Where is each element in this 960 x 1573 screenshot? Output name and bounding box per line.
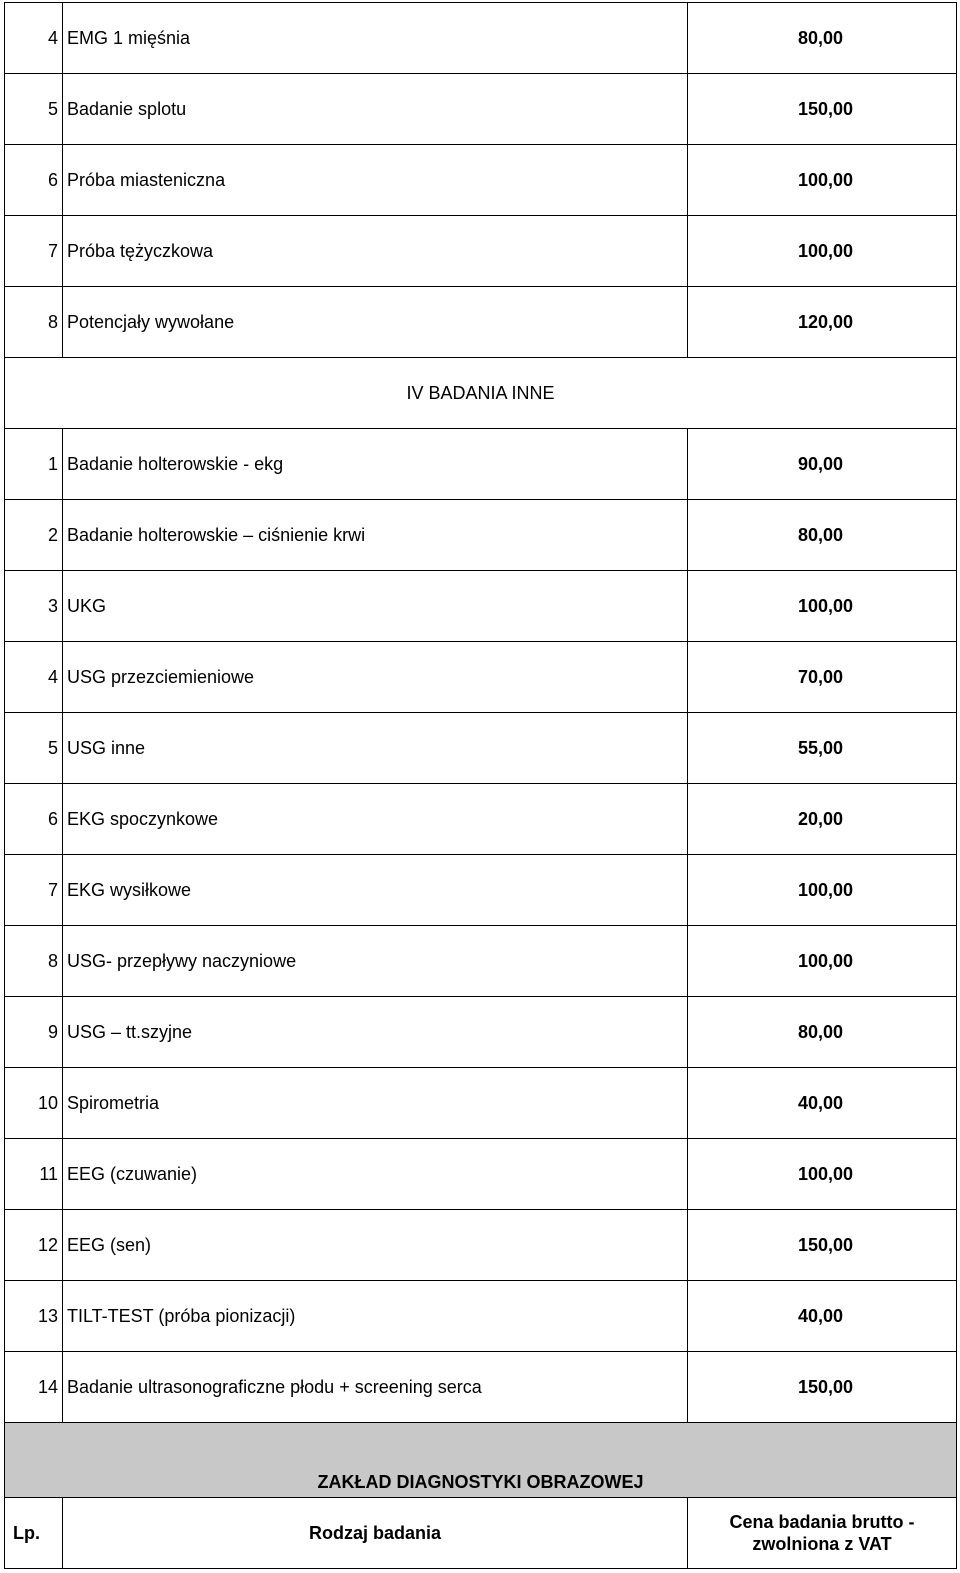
row-number: 5 (5, 74, 63, 145)
row-number: 9 (5, 997, 63, 1068)
exam-name: USG – tt.szyjne (63, 997, 688, 1068)
table-row (5, 1281, 957, 1352)
exam-price: 100,00 (688, 1139, 957, 1210)
price-table (4, 2, 957, 1569)
header-price-line1: Cena badania brutto - (729, 1512, 915, 1532)
table-row (5, 926, 957, 997)
exam-name: Spirometria (63, 1068, 688, 1139)
exam-price: 100,00 (688, 571, 957, 642)
table-row (5, 1139, 957, 1210)
exam-price: 40,00 (688, 1281, 957, 1352)
exam-name: USG- przepływy naczyniowe (63, 926, 688, 997)
table-row (5, 1068, 957, 1139)
exam-price: 150,00 (688, 1210, 957, 1281)
table-row (5, 429, 957, 500)
exam-name: Badanie holterowskie – ciśnienie krwi (63, 500, 688, 571)
header-price-line2: zwolniona z VAT (752, 1534, 892, 1554)
exam-name: USG przezciemieniowe (63, 642, 688, 713)
exam-price: 100,00 (688, 145, 957, 216)
exam-price: 80,00 (688, 500, 957, 571)
row-number: 3 (5, 571, 63, 642)
table-row (5, 855, 957, 926)
row-number: 11 (5, 1139, 63, 1210)
exam-price: 100,00 (688, 855, 957, 926)
exam-name: UKG (63, 571, 688, 642)
header-lp: Lp. (5, 1498, 63, 1569)
row-number: 13 (5, 1281, 63, 1352)
exam-name: EEG (sen) (63, 1210, 688, 1281)
price-table-body (5, 3, 957, 1569)
table-row (5, 216, 957, 287)
exam-name: Próba tężyczkowa (63, 216, 688, 287)
exam-name: EKG wysiłkowe (63, 855, 688, 926)
table-row (5, 1210, 957, 1281)
table-row (5, 74, 957, 145)
row-number: 12 (5, 1210, 63, 1281)
exam-price: 70,00 (688, 642, 957, 713)
row-number: 6 (5, 145, 63, 216)
exam-name: Badanie holterowskie - ekg (63, 429, 688, 500)
exam-price: 100,00 (688, 216, 957, 287)
table-row (5, 287, 957, 358)
table-row (5, 642, 957, 713)
exam-price: 40,00 (688, 1068, 957, 1139)
exam-name: EKG spoczynkowe (63, 784, 688, 855)
exam-price: 100,00 (688, 926, 957, 997)
header-price (688, 1498, 957, 1569)
header-exam-type: Rodzaj badania (63, 1498, 688, 1569)
exam-name: EEG (czuwanie) (63, 1139, 688, 1210)
header-row (5, 1498, 957, 1569)
row-number: 14 (5, 1352, 63, 1423)
table-row (5, 571, 957, 642)
section-title: IV BADANIA INNE (5, 358, 957, 429)
section-row (5, 358, 957, 429)
exam-price: 55,00 (688, 713, 957, 784)
row-number: 8 (5, 926, 63, 997)
row-number: 7 (5, 216, 63, 287)
row-number: 8 (5, 287, 63, 358)
exam-price: 20,00 (688, 784, 957, 855)
row-number: 2 (5, 500, 63, 571)
row-number: 7 (5, 855, 63, 926)
table-row (5, 997, 957, 1068)
exam-name: Badanie splotu (63, 74, 688, 145)
table-row (5, 784, 957, 855)
row-number: 5 (5, 713, 63, 784)
table-row (5, 713, 957, 784)
table-row (5, 145, 957, 216)
exam-name: Próba miasteniczna (63, 145, 688, 216)
exam-name: EMG 1 mięśnia (63, 3, 688, 74)
exam-name: Badanie ultrasonograficzne płodu + screening serca (63, 1352, 688, 1423)
exam-price: 120,00 (688, 287, 957, 358)
exam-name: USG inne (63, 713, 688, 784)
exam-price: 150,00 (688, 74, 957, 145)
exam-price: 80,00 (688, 997, 957, 1068)
row-number: 10 (5, 1068, 63, 1139)
table-row (5, 3, 957, 74)
table-row (5, 1352, 957, 1423)
exam-price: 80,00 (688, 3, 957, 74)
row-number: 4 (5, 642, 63, 713)
row-number: 4 (5, 3, 63, 74)
department-row (5, 1423, 957, 1498)
row-number: 6 (5, 784, 63, 855)
exam-price: 90,00 (688, 429, 957, 500)
row-number: 1 (5, 429, 63, 500)
exam-price: 150,00 (688, 1352, 957, 1423)
table-row (5, 500, 957, 571)
department-title: ZAKŁAD DIAGNOSTYKI OBRAZOWEJ (5, 1423, 957, 1498)
exam-name: TILT-TEST (próba pionizacji) (63, 1281, 688, 1352)
exam-name: Potencjały wywołane (63, 287, 688, 358)
